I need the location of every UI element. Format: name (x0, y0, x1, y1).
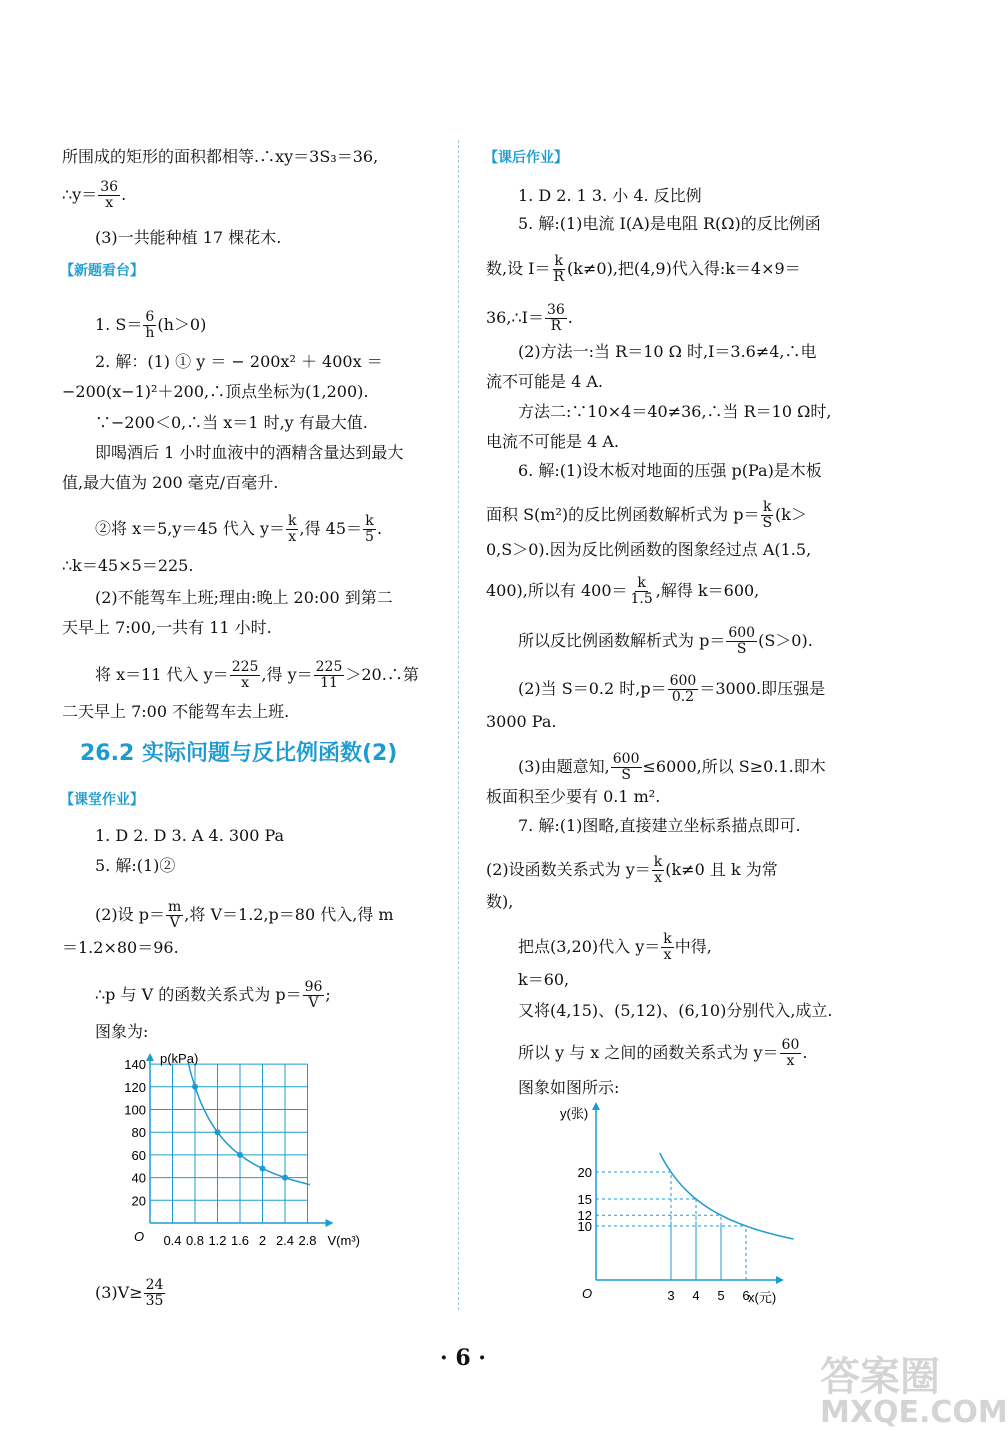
x-tick-label: 5 (717, 1288, 725, 1303)
text-line: 值,最大值为 200 毫克/百毫升. (62, 473, 279, 492)
formula-line: 把点(3,20)代入 y＝ $\frac{k}{x}$ 中得, (518, 931, 712, 963)
y-tick-label: 15 (577, 1192, 592, 1207)
text-line: 二天早上 7:00 不能驾车去上班. (62, 702, 290, 721)
text-line: 板面积至少要有 0.1 m². (486, 787, 661, 806)
y-tick-label: 12 (577, 1208, 592, 1224)
formula-line: ∴y＝ $\frac{36}{x}$ . (62, 179, 127, 211)
y-tick-label: 60 (131, 1147, 146, 1163)
data-point (260, 1166, 266, 1172)
text-line: 0,S＞0).因为反比例函数的图象经过点 A(1.5, (486, 540, 812, 559)
x-axis-arrow (776, 1276, 784, 1284)
formula-line: (3)由题意知, $\frac{600}{S}$ ≤6000,所以 S≥0.1.即木 (518, 751, 826, 783)
text-line: ∴k＝45×5＝225. (62, 556, 194, 575)
text-line: (2)方法一:当 R＝10 Ω 时,I＝3.6≠4,∴电 (518, 342, 817, 361)
text-line: 即喝酒后 1 小时血液中的酒精含量达到最大 (95, 443, 404, 462)
y-axis-arrow (146, 1053, 154, 1061)
formula-line: 面积 S(m²)的反比例函数解析式为 p＝ $\frac{k}{S}$ (k＞ (486, 499, 807, 531)
y-tick-label: 20 (131, 1193, 146, 1209)
text-line: (2)不能驾车上班;理由:晚上 20:00 到第二 (95, 588, 393, 607)
text-line: −200(x−1)²＋200,∴顶点坐标为(1,200). (62, 382, 369, 401)
text-line: 又将(4,15)、(5,12)、(6,10)分别代入,成立. (518, 1001, 833, 1020)
y-tick-label: 120 (124, 1079, 146, 1095)
y-axis-label: p(kPa) (160, 1051, 199, 1066)
text-line: 数), (486, 892, 514, 911)
x-axis-label: x(元) (748, 1290, 777, 1305)
text-line: 图象如图所示: (518, 1078, 620, 1097)
graph-y-x (558, 1098, 798, 1308)
section-tag-class: 【课堂作业】 (60, 792, 144, 808)
text-line: 7. 解:(1)图略,直接建立坐标系描点即可. (518, 816, 801, 835)
x-axis-label: V(m³) (327, 1233, 360, 1248)
formula-line: 400),所以有 400＝ $\frac{k}{1.5}$ ,解得 k＝600, (486, 575, 760, 607)
data-point (282, 1175, 288, 1181)
text-line: 5. 解:(1)② (95, 856, 176, 875)
text-line: 方法二:∵10×4＝40≠36,∴当 R＝10 Ω时, (518, 402, 832, 421)
formula-line: 将 x＝11 代入 y＝ $\frac{225}{x}$ ,得 y＝ $\frac{225}{11}$ ＞20.∴第 (95, 659, 419, 691)
text-line: 1. D 2. 1 3. 小 4. 反比例 (518, 186, 702, 205)
text-line: 所围成的矩形的面积都相等.∴xy＝3S₃＝36, (62, 147, 379, 166)
graph-pressure-volume (100, 1045, 360, 1260)
text-line: 6. 解:(1)设木板对地面的压强 p(Pa)是木板 (518, 461, 822, 480)
formula-line: ∴p 与 V 的函数关系式为 p＝ $\frac{96}{V}$ ; (95, 979, 331, 1011)
watermark-url: MXQE.COM (820, 1395, 1008, 1430)
y-tick-label: 140 (124, 1057, 146, 1073)
text-line: 电流不可能是 4 A. (486, 432, 619, 451)
x-tick-label: 2.4 (275, 1233, 295, 1248)
y-axis-arrow (592, 1102, 600, 1110)
section-heading: 26.2 实际问题与反比例函数(2) (80, 741, 398, 766)
text-line: 3000 Pa. (486, 712, 557, 731)
text-line: 流不可能是 4 A. (486, 372, 603, 391)
y-tick-label: 100 (124, 1102, 146, 1118)
formula-line: (2)当 S＝0.2 时,p＝ $\frac{600}{0.2}$ ＝3000.即压强是 (518, 673, 826, 705)
formula-line: 数,设 I＝ $\frac{k}{R}$ (k≠0),把(4,9)代入得:k＝4×9＝ (486, 253, 801, 285)
y-axis-label: y(张) (560, 1106, 589, 1121)
text-line: (3)一共能种植 17 棵花木. (95, 228, 282, 247)
x-tick-label: 0.4 (163, 1233, 182, 1248)
formula-line: (3)V≥ $\frac{24}{35}$ (95, 1277, 164, 1309)
page-number: · 6 · (440, 1345, 486, 1371)
formula-line: 1. S＝ $\frac{6}{h}$ (h＞0) (95, 309, 207, 341)
x-axis-arrow (326, 1219, 334, 1227)
curve (660, 1153, 794, 1239)
formula-line: 36,∴I＝ $\frac{36}{R}$ . (486, 302, 573, 334)
x-tick-label: 4 (692, 1288, 700, 1303)
formula-line: (2)设 p＝ $\frac{m}{V}$ ,将 V＝1.2,p＝80 代入,得 m (95, 899, 394, 931)
formula-line: ②将 x＝5,y＝45 代入 y＝ $\frac{k}{x}$ ,得 45＝ $\frac{k}{5}$ . (95, 513, 383, 545)
text-line: 5. 解:(1)电流 I(A)是电阻 R(Ω)的反比例函 (518, 214, 821, 233)
x-tick-label: 3 (667, 1288, 675, 1303)
origin-label: O (134, 1229, 145, 1244)
data-point (237, 1152, 243, 1158)
text-line: ∵−200＜0,∴当 x＝1 时,y 有最大值. (95, 413, 368, 432)
curve (188, 1063, 309, 1185)
formula-line: (2)设函数关系式为 y＝ $\frac{k}{x}$ (k≠0 且 k 为常 (486, 854, 778, 886)
origin-label: O (582, 1286, 593, 1301)
text-line: 图象为: (95, 1022, 149, 1041)
y-tick-label: 80 (131, 1125, 146, 1141)
x-tick-label: 6 (742, 1288, 750, 1303)
x-tick-label: 1.2 (208, 1233, 227, 1248)
text-line: ＝1.2×80＝96. (62, 938, 179, 957)
data-point (215, 1129, 221, 1135)
text-line: 1. D 2. D 3. A 4. 300 Pa (95, 826, 285, 845)
section-tag-new: 【新题看台】 (60, 263, 144, 279)
text-line: 天早上 7:00,一共有 11 小时. (62, 618, 272, 637)
data-point (192, 1084, 198, 1090)
section-tag-after: 【课后作业】 (484, 150, 568, 166)
formula-line: 所以反比例函数解析式为 p＝ $\frac{600}{S}$ (S＞0). (518, 625, 813, 657)
y-tick-label: 10 (577, 1219, 592, 1234)
column-divider (458, 140, 459, 1310)
y-tick-label: 40 (131, 1170, 146, 1186)
x-tick-label: 2 (258, 1233, 267, 1248)
text-line: k＝60, (518, 970, 570, 989)
x-tick-label: 0.8 (185, 1233, 205, 1248)
x-tick-label: 1.6 (230, 1233, 250, 1248)
y-tick-label: 20 (577, 1165, 592, 1180)
watermark-logo: 答案圈 (820, 1354, 940, 1400)
formula-line: 所以 y 与 x 之间的函数关系式为 y＝ $\frac{60}{x}$ . (518, 1037, 808, 1069)
x-tick-label: 2.8 (298, 1233, 317, 1248)
text-line: 2. 解：(1) ① y ＝ − 200x² ＋ 400x ＝ (95, 352, 383, 371)
